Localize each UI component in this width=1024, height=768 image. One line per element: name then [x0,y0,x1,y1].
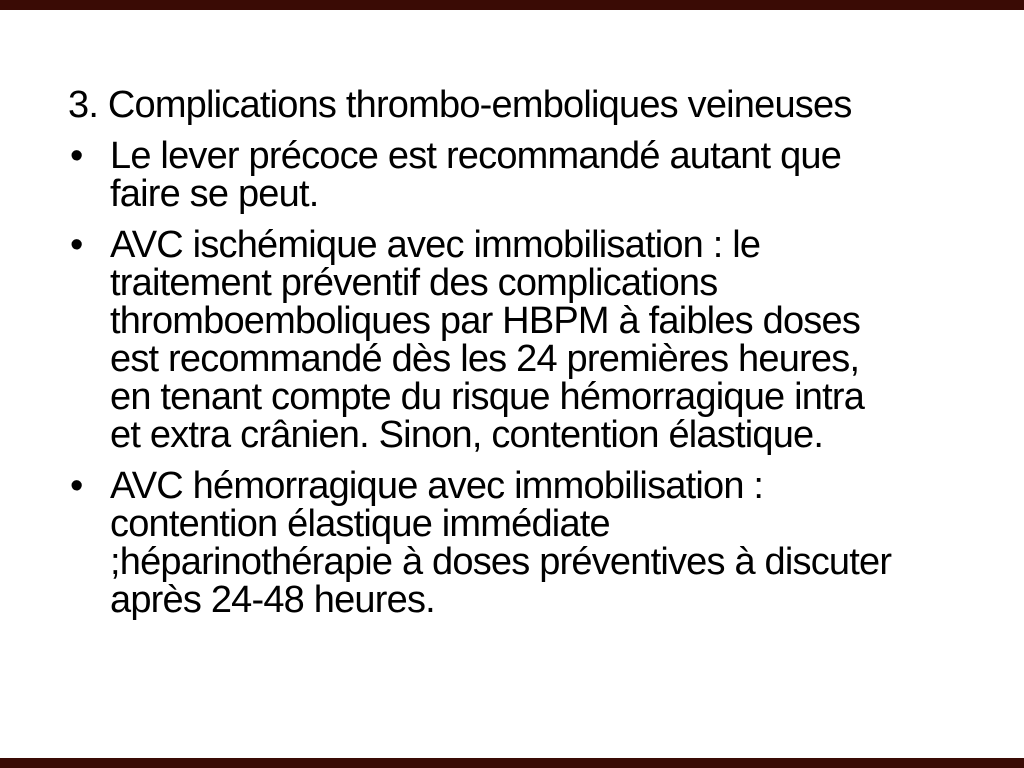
bullet-marker: • [70,224,83,266]
bullet-text [110,137,994,213]
bullet-line: est recommandé dès les 24 premières heures, [110,338,860,380]
bullet-text [110,226,994,454]
slide-title: 3. Complications thrombo-emboliques veineuses [68,84,852,126]
bullet-line: ;héparinothérapie à doses préventives à discuter [110,541,892,583]
bullet-line: AVC hémorragique avec immobilisation : [110,465,764,507]
bullet-item-1 [68,137,994,213]
bullet-line: AVC ischémique avec immobilisation : le [110,224,761,266]
bullet-line: Le lever précoce est recommandé autant que [110,135,842,177]
slide-content [68,86,994,619]
bullet-item-2 [68,226,994,454]
bullet-line: thromboemboliques par HBPM à faibles doses [110,300,861,342]
bottom-border-bar [0,758,1024,768]
bullet-line: traitement préventif des complications [110,262,718,304]
bullet-line: après 24-48 heures. [110,579,435,621]
bullet-item-3 [68,467,994,619]
bullet-text [110,467,994,619]
bullet-marker: • [70,465,83,507]
bullet-line: en tenant compte du risque hémorragique intra [110,376,865,418]
bullet-line: contention élastique immédiate [110,503,610,545]
bullet-line: et extra crânien. Sinon, contention élastique. [110,414,824,456]
bullet-line: faire se peut. [110,173,319,215]
bullet-marker: • [70,135,83,177]
top-border-bar [0,0,1024,10]
